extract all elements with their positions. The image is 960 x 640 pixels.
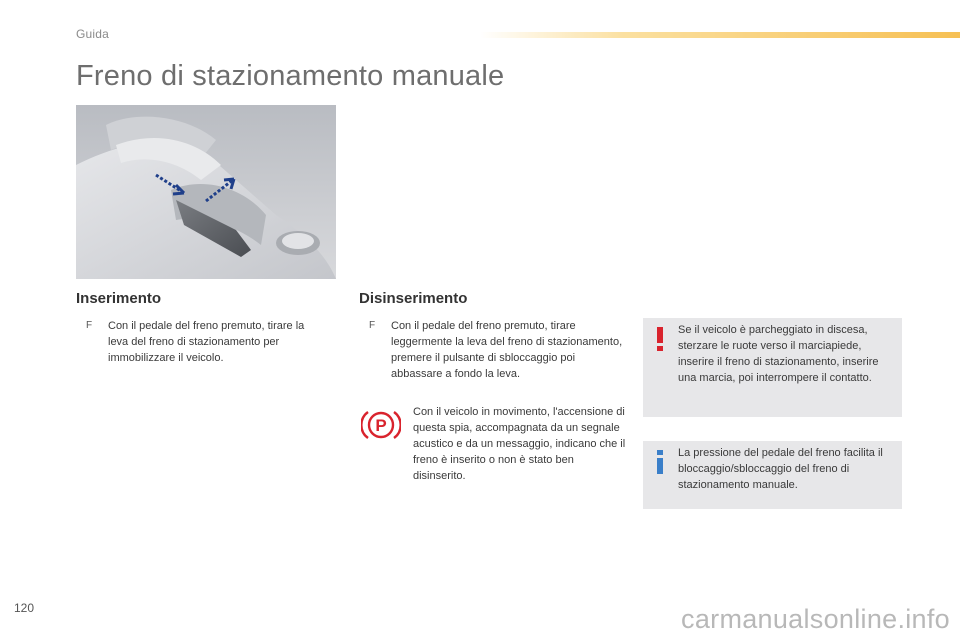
page-number: 120: [14, 601, 35, 615]
inserimento-text: Con il pedale del freno premuto, tirare la leva del freno di stazionamento per immobilizzare il veicolo.: [108, 320, 305, 364]
info-note-text: La pressione del pedale del freno facilita il bloccaggio/sbloccaggio del freno di stazionamento manuale.: [678, 447, 883, 491]
watermark: carmanualsonline.info: [681, 604, 950, 634]
bullet-marker: F: [369, 320, 376, 331]
parking-brake-warning-lamp-icon: [361, 408, 401, 442]
disinserimento-text: Con il pedale del freno premuto, tirare leggermente la leva del freno di stazionamento, premere il pulsante di sbloccaggio poi abbassare a fondo la leva.: [391, 320, 623, 380]
info-note: [643, 441, 902, 509]
header-accent-bar: [480, 32, 960, 38]
disinserimento-bullet: [369, 318, 624, 382]
inserimento-bullet: [86, 318, 321, 366]
inserimento-heading: Inserimento: [76, 290, 162, 307]
disinserimento-heading: Disinserimento: [359, 290, 468, 307]
warning-note-text: Se il veicolo è parcheggiato in discesa, sterzare le ruote verso il marciapiede, inserire il freno di stazionamento, inserire una marcia, poi interrompere il contatto.: [678, 324, 879, 384]
page-title: Freno di stazionamento manuale: [76, 60, 505, 92]
section-label: Guida: [76, 27, 110, 41]
lamp-letter: P: [375, 416, 387, 435]
exclamation-icon: [653, 326, 667, 350]
bullet-marker: F: [86, 320, 93, 331]
lamp-description: Con il veicolo in movimento, l'accensione di questa spia, accompagnata da un segnale acustico e da un messaggio, indicano che il freno è inserito o non è stato ben disinserito.: [413, 406, 626, 482]
parking-brake-lever-illustration: [76, 105, 336, 279]
warning-note: [643, 318, 902, 417]
info-icon: [653, 449, 667, 473]
